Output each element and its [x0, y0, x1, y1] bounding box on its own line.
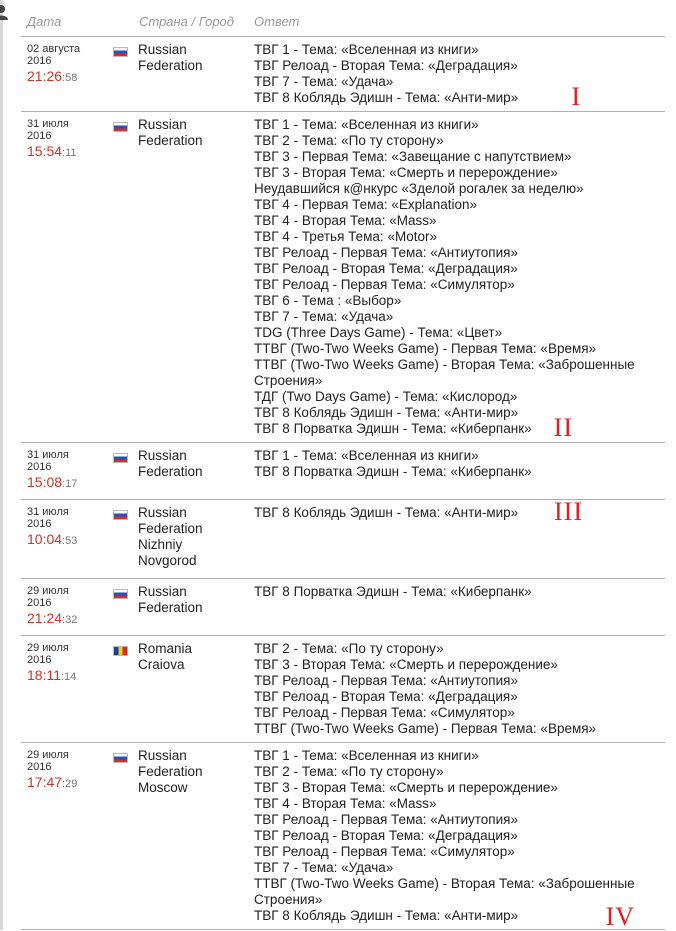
date-day: 31 июля: [27, 506, 69, 518]
location-line: Federation: [138, 521, 203, 536]
answer-cell: [254, 743, 654, 929]
answer-line: ТВГ 1 - Тема: «Вселенная из книги»: [254, 748, 479, 763]
answer-line: ТВГ 4 - Вторая Тема: «Mass»: [254, 796, 437, 811]
russia-flag-icon: [113, 453, 128, 463]
answer-line: ТВГ Релоад - Первая Тема: «Антиутопия»: [254, 673, 518, 688]
time-hours-minutes: 21:24: [27, 610, 63, 626]
answer-cell: [254, 443, 654, 485]
time-seconds: :14: [61, 671, 77, 683]
user-icon: [0, 4, 8, 20]
location-line: Federation: [138, 464, 203, 479]
answer-cell: [254, 579, 654, 605]
location-line: Russian: [138, 42, 187, 57]
date-day: 02 августа: [27, 43, 81, 55]
answer-line: ТТВГ (Two-Two Weeks Game) - Вторая Тема: «Заброшенные Строения»: [254, 357, 635, 388]
date-year: 2016: [27, 461, 52, 473]
table-row: [21, 37, 665, 112]
location-cell: [138, 117, 248, 149]
handwritten-mark: I: [571, 82, 581, 111]
location-cell: [138, 584, 248, 616]
date-year: 2016: [27, 518, 52, 530]
location-line: Federation: [138, 58, 203, 73]
date-cell: [27, 449, 127, 492]
date-day: 31 июля: [27, 449, 69, 461]
date-cell: [27, 118, 127, 161]
time-hours-minutes: 17:47: [27, 774, 63, 790]
answer-cell: [254, 636, 654, 742]
answer-line: ТВГ 3 - Вторая Тема: «Смерть и перерождение»: [254, 657, 558, 672]
answer-line: ТВГ Релоад - Вторая Тема: «Деградация»: [254, 58, 518, 73]
time-hours-minutes: 21:26: [27, 68, 63, 84]
date-year: 2016: [27, 130, 52, 142]
answer-line: ТВГ 8 Коблядь Эдишн - Тема: «Анти-мир»: [254, 908, 519, 923]
location-cell: [138, 448, 248, 480]
table-row: [21, 443, 665, 500]
russia-flag-icon: [113, 47, 128, 57]
answer-line: ТВГ 7 - Тема: «Удача»: [254, 860, 394, 875]
time-hours-minutes: 15:08: [27, 474, 63, 490]
russia-flag-icon: [113, 510, 128, 520]
table-header: [21, 0, 665, 37]
date-year: 2016: [27, 654, 52, 666]
answer-cell: [254, 37, 654, 111]
date-cell: [27, 43, 127, 86]
answer-line: ТВГ 1 - Тема: «Вселенная из книги»: [254, 42, 479, 57]
table-row: [21, 497, 665, 579]
date-cell: [27, 749, 127, 792]
date-cell: [27, 506, 127, 549]
answer-line: ТВГ 8 Порватка Эдишн - Тема: «Киберпанк»: [254, 464, 532, 479]
time: [27, 774, 127, 792]
date-year: 2016: [27, 55, 52, 67]
location-line: Moscow: [138, 780, 188, 795]
answer-line: ТВГ 4 - Третья Тема: «Motor»: [254, 229, 437, 244]
answer-line: ТВГ 7 - Тема: «Удача»: [254, 74, 394, 89]
date-year: 2016: [27, 761, 52, 773]
table-row: [21, 636, 665, 743]
answer-line: ТВГ 6 - Тема : «Выбор»: [254, 293, 402, 308]
location-line: Federation: [138, 600, 203, 615]
russia-flag-icon: [113, 589, 128, 599]
date-day: 29 июля: [27, 749, 69, 761]
time: [27, 474, 127, 492]
answer-line: ТВГ Релоад - Вторая Тема: «Деградация»: [254, 689, 518, 704]
time-seconds: :58: [62, 72, 78, 84]
time-hours-minutes: 18:11: [27, 667, 61, 683]
location-line: Craiova: [138, 657, 185, 672]
russia-flag-icon: [113, 753, 128, 763]
time-seconds: :29: [62, 778, 78, 790]
answer-line: ТВГ 2 - Тема: «По ту сторону»: [254, 764, 444, 779]
answer-line: ТВГ Релоад - Вторая Тема: «Деградация»: [254, 261, 518, 276]
date-cell: [27, 585, 127, 628]
answer-line: ТВГ 7 - Тема: «Удача»: [254, 309, 394, 324]
location-line: Russian: [138, 117, 187, 132]
time: [27, 143, 127, 161]
date-day: 29 июля: [27, 585, 69, 597]
answer-line: ТВГ Релоад - Первая Тема: «Симулятор»: [254, 705, 515, 720]
date-day: 29 июля: [27, 642, 69, 654]
answer-line: ТВГ 1 - Тема: «Вселенная из книги»: [254, 117, 479, 132]
answer-line: ТВГ 3 - Вторая Тема: «Смерть и перерождение»: [254, 780, 558, 795]
answer-line: ТВГ 4 - Первая Тема: «Explanation»: [254, 197, 477, 212]
location-line: Russian: [138, 748, 187, 763]
answer-line: ТВГ 2 - Тема: «По ту сторону»: [254, 133, 444, 148]
answer-line: ТВГ 3 - Вторая Тема: «Смерть и перерождение»: [254, 165, 558, 180]
time-hours-minutes: 15:54: [27, 143, 63, 159]
table-row: [21, 579, 665, 636]
time: [27, 610, 127, 628]
answer-line: ТВГ 8 Коблядь Эдишн - Тема: «Анти-мир»: [254, 405, 519, 420]
answer-line: ТДГ (Two Days Game) - Тема: «Кислород»: [254, 389, 518, 404]
location-line: Russian: [138, 448, 187, 463]
answer-line: TDG (Three Days Game) - Тема: «Цвет»: [254, 325, 503, 340]
answer-cell: [254, 497, 654, 526]
answer-line: ТВГ Релоад - Первая Тема: «Антиутопия»: [254, 812, 518, 827]
location-line: Federation: [138, 133, 203, 148]
table-row: [21, 112, 665, 443]
answer-line: ТВГ 2 - Тема: «По ту сторону»: [254, 641, 444, 656]
time-seconds: :11: [62, 147, 77, 159]
location-line: Romania: [138, 641, 193, 656]
location-line: Novgorod: [138, 553, 197, 568]
answer-line: ТТВГ (Two-Two Weeks Game) - Первая Тема: «Время»: [254, 721, 597, 736]
location-line: Russian: [138, 584, 187, 599]
header-answer: Ответ: [254, 14, 300, 29]
table-body: [21, 37, 665, 930]
answer-line: ТТВГ (Two-Two Weeks Game) - Вторая Тема: «Заброшенные Строения»: [254, 876, 635, 907]
handwritten-mark: III: [554, 497, 583, 526]
answer-line: ТВГ 8 Порватка Эдишн - Тема: «Киберпанк»: [254, 584, 532, 599]
answer-line: ТВГ Релоад - Первая Тема: «Симулятор»: [254, 277, 515, 292]
answer-line: ТВГ 4 - Вторая Тема: «Mass»: [254, 213, 437, 228]
answer-line: ТВГ 1 - Тема: «Вселенная из книги»: [254, 448, 479, 463]
location-cell: [138, 641, 248, 673]
handwritten-mark: II: [553, 413, 573, 442]
time: [27, 68, 127, 86]
time-seconds: :32: [62, 614, 78, 626]
time-seconds: :53: [62, 535, 78, 547]
location-line: Federation: [138, 764, 203, 779]
header-country-city: Страна / Город: [139, 14, 234, 29]
header-date: Дата: [27, 14, 62, 29]
russia-flag-icon: [113, 122, 128, 132]
date-cell: [27, 642, 127, 685]
time: [27, 531, 127, 549]
answer-line: ТТВГ (Two-Two Weeks Game) - Первая Тема: «Время»: [254, 341, 597, 356]
table-row: [21, 743, 665, 930]
answer-line: ТВГ Релоад - Первая Тема: «Симулятор»: [254, 844, 515, 859]
time: [27, 667, 127, 685]
answer-line: ТВГ Релоад - Первая Тема: «Антиутопия»: [254, 245, 518, 260]
time-hours-minutes: 10:04: [27, 531, 63, 547]
answer-line: Неудавшийся к@нкурс «Зделой рогалек за неделю»: [254, 181, 584, 196]
location-cell: [138, 505, 248, 569]
location-line: Nizhniy: [138, 537, 183, 552]
romania-flag-icon: [113, 646, 128, 656]
left-border: [0, 0, 3, 930]
results-table: [21, 0, 665, 930]
handwritten-mark: IV: [605, 902, 635, 931]
answer-cell: [254, 112, 654, 442]
answer-line: ТВГ 8 Коблядь Эдишн - Тема: «Анти-мир»: [254, 90, 519, 105]
time-seconds: :17: [62, 478, 78, 490]
answer-line: ТВГ 8 Порватка Эдишн - Тема: «Киберпанк»: [254, 421, 532, 436]
date-year: 2016: [27, 597, 52, 609]
location-line: Russian: [138, 505, 187, 520]
answer-line: ТВГ Релоад - Вторая Тема: «Деградация»: [254, 828, 518, 843]
answer-line: ТВГ 8 Коблядь Эдишн - Тема: «Анти-мир»: [254, 505, 519, 520]
location-cell: [138, 42, 248, 74]
location-cell: [138, 748, 248, 796]
answer-line: ТВГ 3 - Первая Тема: «Завещание с напутствием»: [254, 149, 572, 164]
date-day: 31 июля: [27, 118, 69, 130]
